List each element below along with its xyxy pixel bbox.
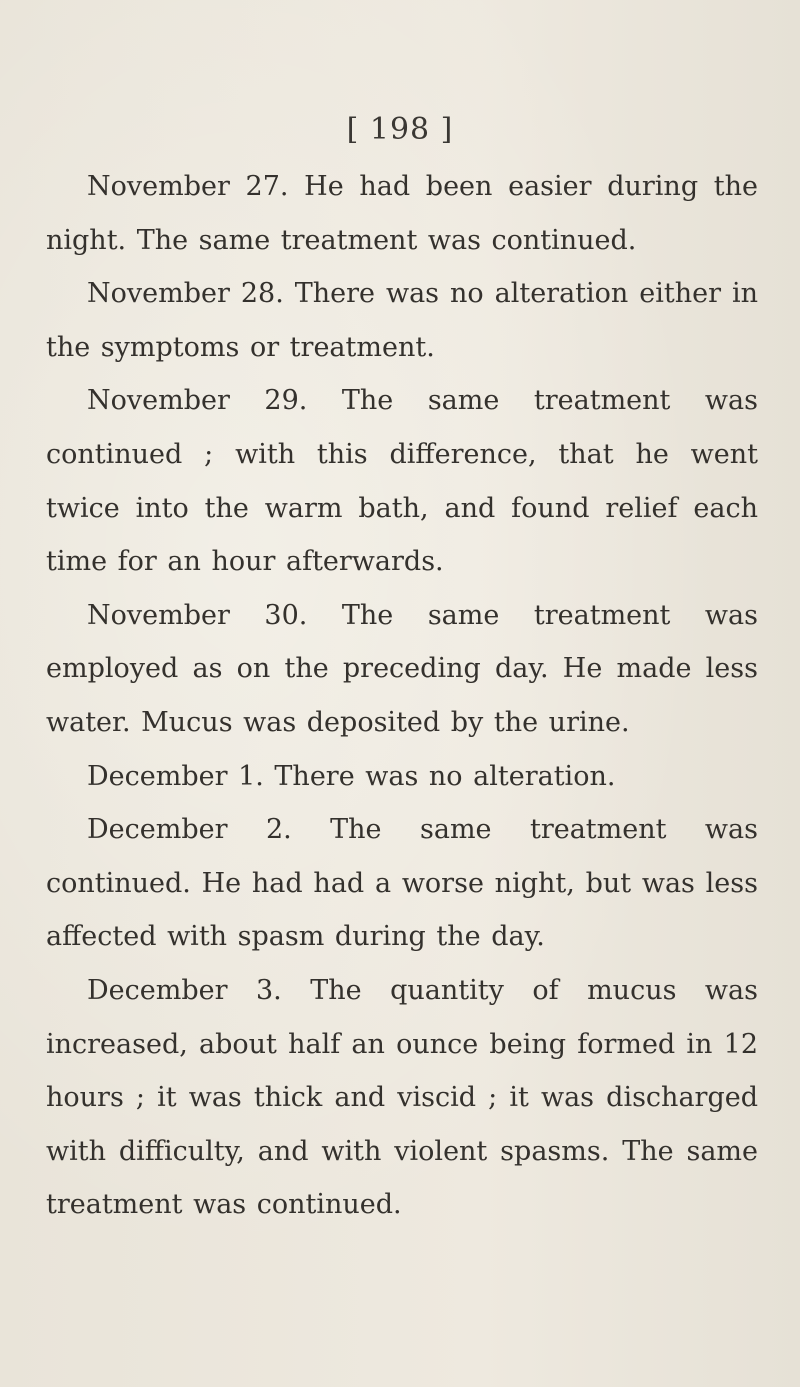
entry-november-28: November 28. There was no alteration either in the symptoms or treatment. (46, 278, 758, 363)
page-number: [ 198 ] (346, 112, 454, 147)
entry-december-2: December 2. The same treatment was continued. He had had a worse night, but was less affected with spasm during the day. (46, 814, 758, 953)
entry-november-29: November 29. The same treatment was continued ; with this difference, that he went twice into the warm bath, and found relief each time for an hour afterwards. (46, 385, 758, 578)
entry-november-27: November 27. He had been easier during the night. The same treatment was continued. (46, 171, 758, 256)
entry-november-30: November 30. The same treatment was employed as on the preceding day. He made less water. Mucus was deposited by the urine. (46, 599, 758, 738)
entry-december-1: December 1. There was no alteration. (87, 760, 616, 792)
entry-december-3: December 3. The quantity of mucus was increased, about half an ounce being formed in 12 hours ; it was thick and viscid ; it was discharged with difficulty, and with violent spasms. The same treatment was continued. (46, 974, 758, 1221)
page-text (46, 160, 758, 1232)
